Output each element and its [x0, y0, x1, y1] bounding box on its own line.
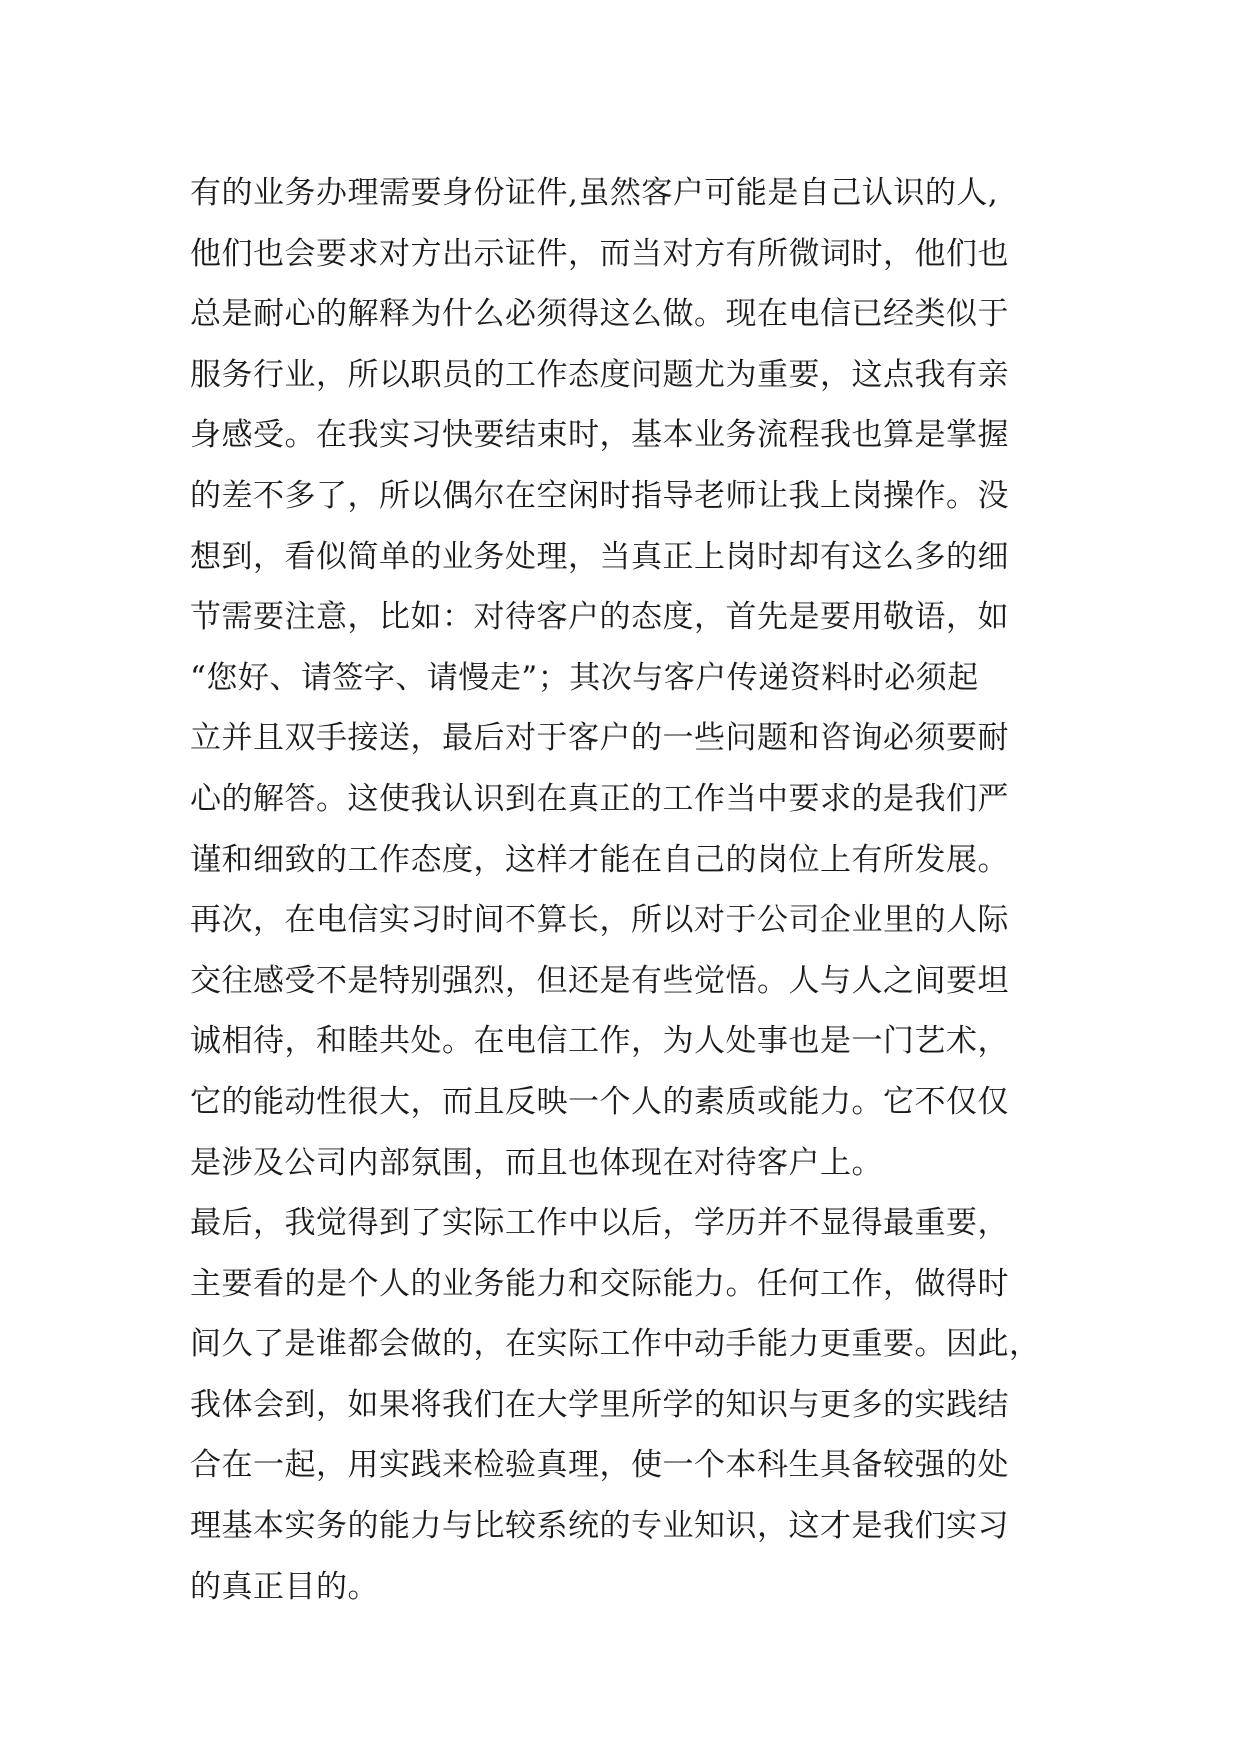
text-line: 我体会到，如果将我们在大学里所学的知识与更多的实践结: [190, 1386, 1009, 1423]
text-line: 最后，我觉得到了实际工作中以后，学历并不显得最重要，: [190, 1205, 1009, 1242]
text-line: 的差不多了，所以偶尔在空闲时指导老师让我上岗操作。没: [190, 477, 1009, 514]
text-line: 的真正目的。: [190, 1568, 379, 1605]
text-line: 有的业务办理需要身份证件,虽然客户可能是自己认识的人,: [190, 175, 999, 211]
text-line: 它的能动性很大，而且反映一个人的素质或能力。它不仅仅: [190, 1083, 1009, 1120]
body-text: [190, 163, 1090, 1617]
text-line: 是涉及公司内部氛围，而且也体现在对待客户上。: [190, 1144, 883, 1181]
text-line: 谨和细致的工作态度，这样才能在自己的岗位上有所发展。: [190, 841, 1009, 878]
text-line: 心的解答。这使我认识到在真正的工作当中要求的是我们严: [190, 780, 1009, 817]
text-line: 节需要注意，比如：对待客户的态度，首先是要用敬语，如: [190, 599, 1009, 636]
text-line: 服务行业，所以职员的工作态度问题尤为重要，这点我有亲: [190, 356, 1009, 393]
text-line: 想到，看似简单的业务处理，当真正上岗时却有这么多的细: [190, 538, 1009, 575]
text-line: 再次，在电信实习时间不算长，所以对于公司企业里的人际: [190, 902, 1009, 939]
text-line: 立并且双手接送，最后对于客户的一些问题和咨询必须要耐: [190, 720, 1009, 757]
text-line: 理基本实务的能力与比较系统的专业知识，这才是我们实习: [190, 1508, 1009, 1545]
text-line: 总是耐心的解释为什么必须得这么做。现在电信已经类似于: [190, 296, 1009, 333]
text-line: 他们也会要求对方出示证件，而当对方有所微词时，他们也: [190, 235, 1009, 272]
text-line: 间久了是谁都会做的，在实际工作中动手能力更重要。因此，: [190, 1326, 1041, 1363]
text-line: “您好、请签字、请慢走”；其次与客户传递资料时必须起: [190, 659, 979, 696]
text-line: 合在一起，用实践来检验真理，使一个本科生具备较强的处: [190, 1447, 1009, 1484]
text-line: 诚相待，和睦共处。在电信工作，为人处事也是一门艺术，: [190, 1023, 1009, 1060]
text-line: 身感受。在我实习快要结束时，基本业务流程我也算是掌握: [190, 417, 1009, 454]
text-line: 主要看的是个人的业务能力和交际能力。任何工作，做得时: [190, 1265, 1009, 1302]
text-line: 交往感受不是特别强烈，但还是有些觉悟。人与人之间要坦: [190, 962, 1009, 999]
